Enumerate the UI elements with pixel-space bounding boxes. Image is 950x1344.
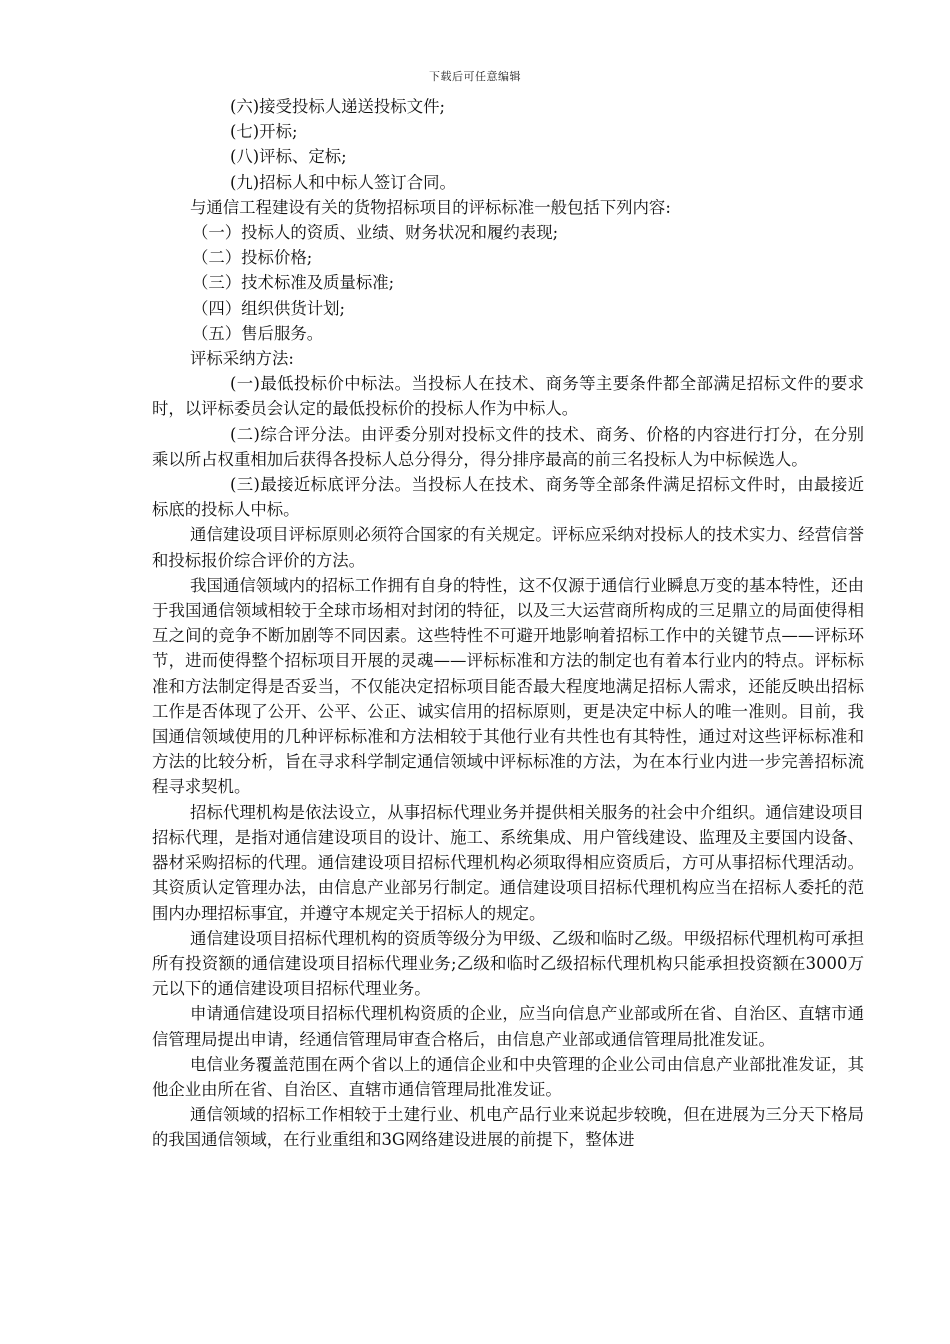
criteria-item: （二）投标价格; <box>192 248 313 268</box>
criteria-item: （三）技术标准及质量标准; <box>192 273 395 293</box>
paragraph: 通信建设项目评标原则必须符合国家的有关规定。评标应采纳对投标人的技术实力、经营信誉和投标报价综合评价的方法。 <box>152 525 864 570</box>
method-item: (三)最接近标底评分法。当投标人在技术、商务等全部条件满足招标文件时，由最接近标底的投标人中标。 <box>152 475 864 520</box>
method-item: (一)最低投标价中标法。当投标人在技术、商务等主要条件都全部满足招标文件的要求时，以评标委员会认定的最低投标价的投标人作为中标人。 <box>152 374 864 419</box>
list-item: (七)开标; <box>230 122 298 142</box>
paragraph: 通信建设项目招标代理机构的资质等级分为甲级、乙级和临时乙级。甲级招标代理机构可承担所有投资额的通信建设项目招标代理业务;乙级和临时乙级招标代理机构只能承担投资额在3000万元以下的通信建设项目招标代理业务。 <box>152 928 864 999</box>
list-item: (八)评标、定标; <box>230 147 347 167</box>
paragraph: 与通信工程建设有关的货物招标项目的评标标准一般包括下列内容: <box>190 197 671 217</box>
list-item: (九)招标人和中标人签订合同。 <box>230 172 456 192</box>
method-item: (二)综合评分法。由评委分别对投标文件的技术、商务、价格的内容进行打分，在分别乘以所占权重相加后获得各投标人总分得分，得分排序最高的前三名投标人为中标候选人。 <box>152 424 864 469</box>
document-body <box>152 94 864 1153</box>
paragraph: 招标代理机构是依法设立，从事招标代理业务并提供相关服务的社会中介组织。通信建设项目招标代理，是指对通信建设项目的设计、施工、系统集成、用户管线建设、监理及主要国内设备、器材采购招标的代理。通信建设项目招标代理机构必须取得相应资质后，方可从事招标代理活动。其资质认定管理办法，由信息产业部另行制定。通信建设项目招标代理机构应当在招标人委托的范围内办理招标事宜，并遵守本规定关于招标人的规定。 <box>152 802 864 923</box>
criteria-item: （一）投标人的资质、业绩、财务状况和履约表现; <box>192 223 559 243</box>
list-item: (六)接受投标人递送投标文件; <box>230 97 445 116</box>
paragraph: 通信领域的招标工作相较于土建行业、机电产品行业来说起步较晚，但在进展为三分天下格局的我国通信领域，在行业重组和3G网络建设进展的前提下，整体进 <box>152 1105 864 1150</box>
criteria-item: （五）售后服务。 <box>192 323 324 343</box>
criteria-item: （四）组织供货计划; <box>192 298 346 318</box>
paragraph: 电信业务覆盖范围在两个省以上的通信企业和中央管理的企业公司由信息产业部批准发证，其他企业由所在省、自治区、直辖市通信管理局批准发证。 <box>152 1054 864 1099</box>
paragraph: 申请通信建设项目招标代理机构资质的企业，应当向信息产业部或所在省、自治区、直辖市通信管理局提出申请，经通信管理局审查合格后，由信息产业部或通信管理局批准发证。 <box>152 1004 864 1049</box>
section-heading: 评标采纳方法: <box>190 349 294 369</box>
page-header: 下载后可任意编辑 <box>429 70 521 83</box>
paragraph: 我国通信领域内的招标工作拥有自身的特性，这不仅源于通信行业瞬息万变的基本特性，还由于我国通信领域相较于全球市场相对封闭的特征，以及三大运营商所构成的三足鼎立的局面使得相互之间的竞争不断加剧等不同因素。这些特性不可避开地影响着招标工作中的关键节点——评标环节，进而使得整个招标项目开展的灵魂——评标标准和方法的制定也有着本行业内的特点。评标标准和方法制定得是否妥当，不仅能决定招标项目能否最大程度地满足招标人需求，还能反映出招标工作是否体现了公开、公平、公正、诚实信用的招标原则，更是决定中标人的唯一准则。目前，我国通信领域使用的几种评标标准和方法相较于其他行业有共性也有其特性，通过对这些评标标准和方法的比较分析，旨在寻求科学制定通信领域中评标标准的方法，为在本行业内进一步完善招标流程寻求契机。 <box>152 575 864 797</box>
